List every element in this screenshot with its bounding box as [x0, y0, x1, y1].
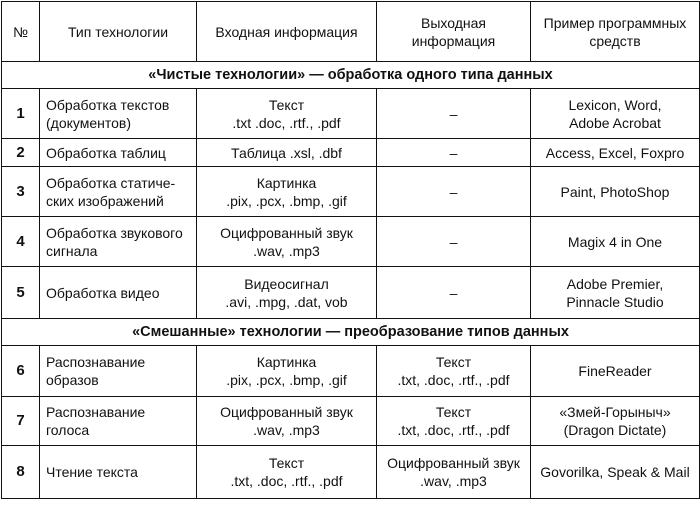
cell-line: Govorilka, Speak & Mail	[540, 464, 690, 480]
input-info-cell	[197, 397, 377, 446]
cell-line: Текст	[435, 354, 472, 370]
input-info-cell	[197, 346, 377, 397]
technology-table	[1, 1, 700, 499]
cell-line: Таблица .xsl, .dbf	[231, 144, 342, 161]
technology-type-cell	[40, 397, 197, 446]
cell-line: «Змей-Горыныч»	[559, 404, 671, 420]
row-number: 1	[2, 89, 40, 139]
row-number: 4	[2, 217, 40, 267]
cell-line: .wav, .mp3	[253, 242, 320, 259]
cell-line: .wav, .mp3	[253, 422, 320, 438]
cell-line: Картинка	[256, 174, 317, 191]
cell-line: Обработка таблиц	[46, 144, 166, 161]
cell-line: FineReader	[578, 363, 652, 379]
output-info-cell	[377, 397, 531, 446]
input-info-cell	[197, 89, 377, 139]
input-info-cell	[197, 139, 377, 167]
cell-line: Текст	[435, 404, 472, 420]
section-title: «Смешанные» технологии — преобразование типов данных	[2, 319, 700, 346]
software-examples-cell	[531, 217, 700, 267]
cell-line: Оцифрованный звук	[220, 404, 353, 420]
cell-line: .pix, .pcx, .bmp, .gif	[226, 372, 347, 388]
cell-line: Magix 4 in One	[567, 233, 663, 250]
cell-line: образов	[46, 372, 99, 388]
software-examples-cell	[531, 167, 700, 217]
cell-line: .wav, .mp3	[420, 473, 487, 489]
output-info-cell	[377, 167, 531, 217]
cell-line: Картинка	[256, 354, 317, 370]
cell-line: Обработка статиче-	[46, 174, 176, 191]
technology-type-cell	[40, 446, 197, 499]
cell-line: –	[449, 144, 458, 161]
cell-line: Обработка видео	[46, 284, 160, 301]
section-title: «Чистые технологии» — обработка одного типа данных	[2, 62, 700, 89]
cell-line: .pix, .pcx, .bmp, .gif	[226, 192, 347, 209]
cell-line: .txt .doc, .rtf., .pdf	[232, 114, 341, 131]
section-row	[2, 62, 700, 89]
table-row	[2, 346, 700, 397]
cell-line: Оцифрованный звук	[387, 455, 520, 471]
cell-line: (документов)	[46, 114, 132, 131]
cell-line: –	[449, 233, 458, 250]
header-technology-type: Тип технологии	[40, 2, 197, 62]
table-body	[2, 2, 700, 499]
technology-type-cell	[40, 346, 197, 397]
cell-line: Распознавание голоса	[46, 404, 146, 438]
cell-line: –	[449, 284, 458, 301]
cell-line: –	[449, 105, 458, 122]
cell-line: сигнала	[46, 242, 98, 259]
software-examples-cell	[531, 139, 700, 167]
cell-line: Access, Excel, Foxpro	[545, 144, 685, 161]
table-row	[2, 267, 700, 319]
technology-type-cell	[40, 139, 197, 167]
header-row	[2, 2, 700, 62]
table-row	[2, 139, 700, 167]
header-software-examples: Пример программных средств	[531, 2, 700, 62]
software-examples-cell	[531, 397, 700, 446]
cell-line: Adobe Premier,	[566, 275, 664, 292]
row-number: 7	[2, 397, 40, 446]
cell-line: Обработка текстов	[46, 96, 170, 113]
software-examples-cell	[531, 446, 700, 499]
header-number: №	[2, 2, 40, 62]
table-row	[2, 167, 700, 217]
cell-line: .txt, .doc, .rtf., .pdf	[397, 422, 510, 438]
output-info-cell	[377, 89, 531, 139]
input-info-cell	[197, 267, 377, 319]
table-row	[2, 217, 700, 267]
table-row	[2, 89, 700, 139]
header-output-info: Выходная информация	[377, 2, 531, 62]
cell-line: Чтение текста	[46, 464, 138, 480]
cell-line: Adobe Acrobat	[569, 114, 661, 131]
cell-line: Видеосигнал	[244, 275, 329, 292]
row-number: 8	[2, 446, 40, 499]
technology-type-cell	[40, 167, 197, 217]
cell-line: .txt, .doc, .rtf., .pdf	[230, 473, 343, 489]
technology-type-cell	[40, 217, 197, 267]
cell-line: Оцифрованный звук	[220, 224, 353, 241]
output-info-cell	[377, 139, 531, 167]
cell-line: .txt, .doc, .rtf., .pdf	[397, 372, 510, 388]
row-number: 3	[2, 167, 40, 217]
input-info-cell	[197, 217, 377, 267]
cell-line: Pinnacle Studio	[566, 293, 664, 310]
technology-type-cell	[40, 89, 197, 139]
cell-line: ских изображений	[46, 192, 164, 209]
cell-line: Распознавание	[46, 354, 146, 370]
row-number: 6	[2, 346, 40, 397]
header-input-info: Входная информация	[197, 2, 377, 62]
cell-line: Текст	[268, 96, 305, 113]
software-examples-cell	[531, 89, 700, 139]
row-number: 2	[2, 139, 40, 167]
output-info-cell	[377, 217, 531, 267]
cell-line: Lexicon, Word,	[568, 96, 662, 113]
table-row	[2, 397, 700, 446]
cell-line: Обработка звукового	[46, 224, 183, 241]
input-info-cell	[197, 446, 377, 499]
cell-line: –	[449, 183, 458, 200]
table-row	[2, 446, 700, 499]
section-row	[2, 319, 700, 346]
cell-line: Paint, PhotoShop	[560, 183, 670, 200]
cell-line: (Dragon Dictate)	[563, 422, 667, 438]
output-info-cell	[377, 267, 531, 319]
input-info-cell	[197, 167, 377, 217]
technology-type-cell	[40, 267, 197, 319]
output-info-cell	[377, 446, 531, 499]
output-info-cell	[377, 346, 531, 397]
software-examples-cell	[531, 346, 700, 397]
cell-line: .avi, .mpg, .dat, vob	[225, 293, 348, 310]
software-examples-cell	[531, 267, 700, 319]
row-number: 5	[2, 267, 40, 319]
cell-line: Текст	[268, 455, 305, 471]
